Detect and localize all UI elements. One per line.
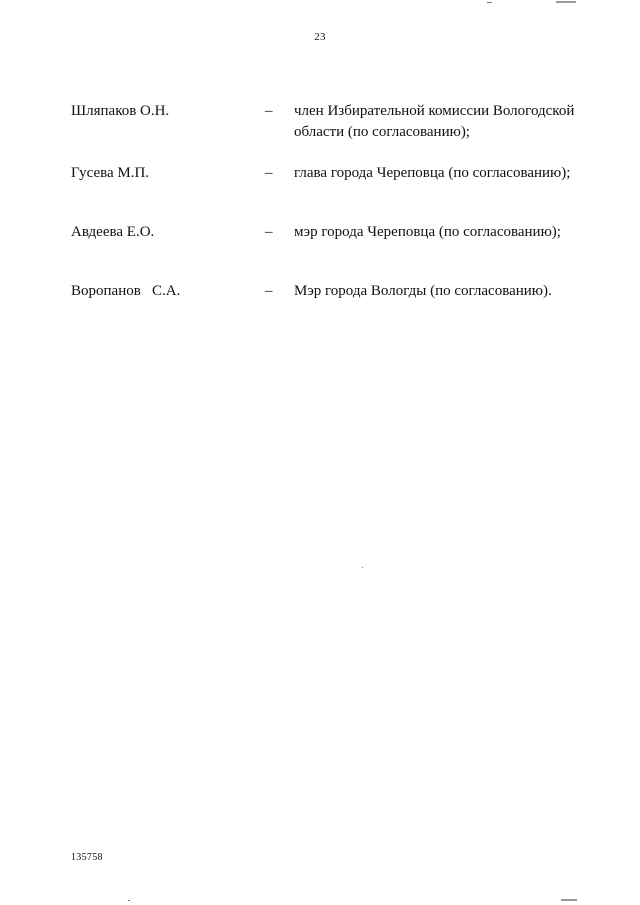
dash-separator: – <box>265 283 273 299</box>
member-row <box>71 101 591 163</box>
scan-mark <box>362 567 363 568</box>
member-row <box>71 222 591 281</box>
member-role: мэр города Череповца (по согласованию); <box>294 224 561 240</box>
document-code: 135758 <box>71 852 103 863</box>
member-list <box>71 101 591 321</box>
scan-mark <box>556 1 576 3</box>
member-role: член Избирательной комиссии Вологодской области (по согласованию); <box>294 103 575 140</box>
scan-mark <box>487 2 492 3</box>
dash-separator: – <box>265 103 273 119</box>
member-role: глава города Череповца (по согласованию); <box>294 165 571 181</box>
dash-separator: – <box>265 165 273 181</box>
member-name: Шляпаков О.Н. <box>71 103 170 119</box>
member-role: Мэр города Вологды (по согласованию). <box>294 283 552 299</box>
member-row <box>71 163 591 222</box>
member-name: Авдеева Е.О. <box>71 224 155 240</box>
member-name: Гусева М.П. <box>71 165 150 181</box>
page-number: 23 <box>314 31 326 43</box>
member-name: Воропанов С.А. <box>71 283 181 299</box>
scan-mark <box>128 900 130 901</box>
member-row <box>71 281 591 321</box>
dash-separator: – <box>265 224 273 240</box>
scan-mark <box>561 899 577 901</box>
